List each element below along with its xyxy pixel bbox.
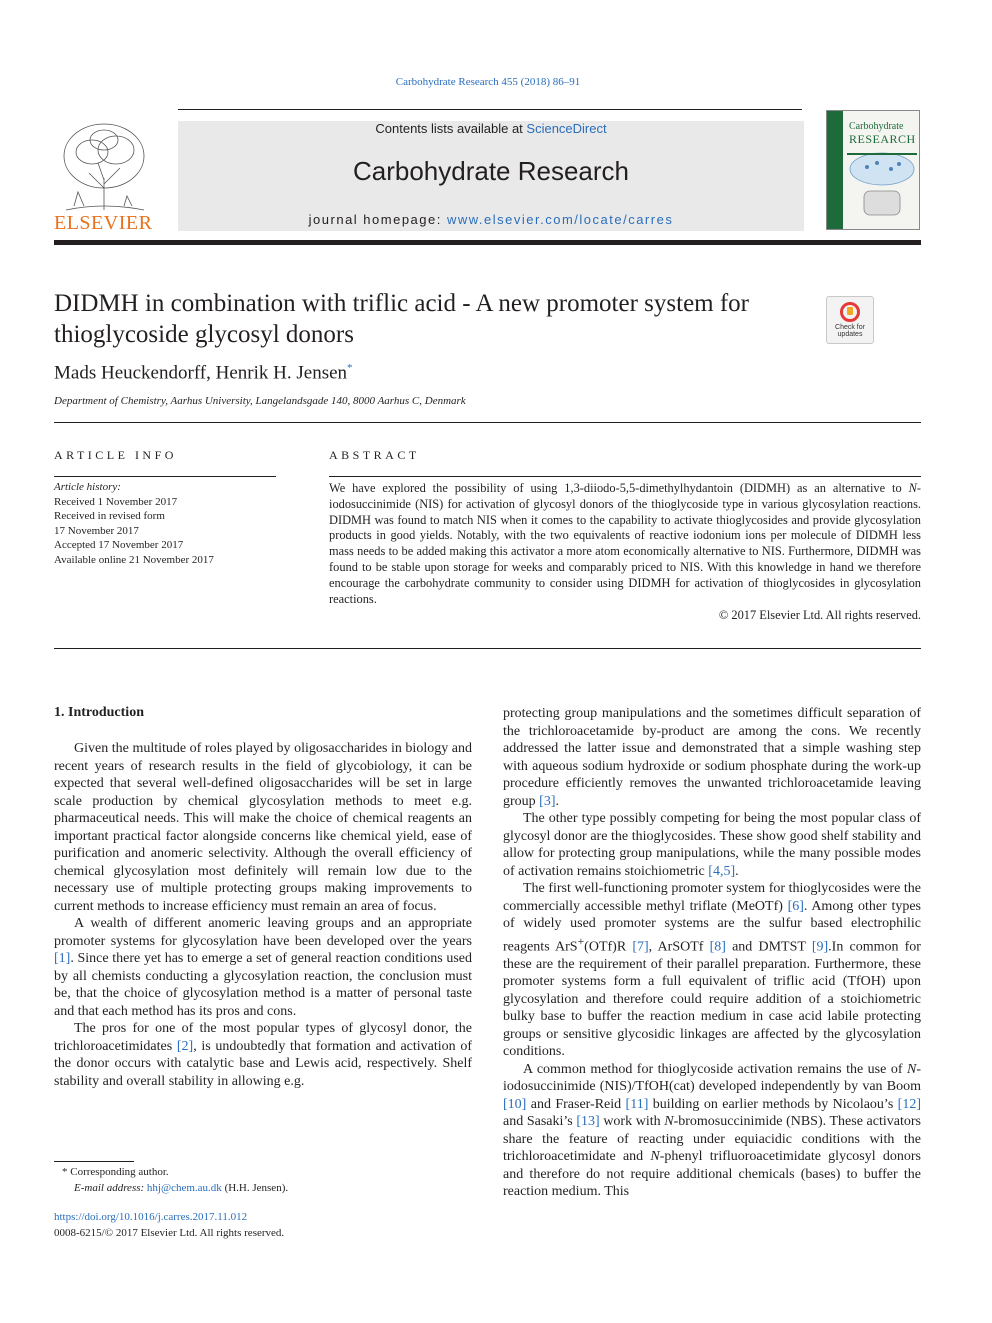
abstract-rule [329, 476, 921, 477]
journal-citation[interactable]: Carbohydrate Research 455 (2018) 86–91 [395, 76, 581, 88]
sciencedirect-link[interactable]: ScienceDirect [526, 121, 607, 136]
reference-link[interactable]: [7] [632, 939, 649, 955]
paragraph: Given the multitude of roles played by oligosaccharides in biology and recent years of research results in the field of glycobiology, it can be expected that several well-defined oligosaccharides will be set in large scale production by chemical glycosylation methods to meet e.g. pharmaceutical needs. This will make the choice of chemical reagents an important practical factor alongside concerns like chemical yield, ease of purification and anomeric selectivity. Although the overall efficiency of chemical glycosylation most definitely will remain low due to the necessary use of multiple protecting groups making improvements to current methods to increase efficiency must remain an area of focus. [54, 741, 472, 914]
history-item: Accepted 17 November 2017 [54, 539, 184, 551]
doi-block [54, 1210, 284, 1241]
article-info-heading: ARTICLE INFO [54, 448, 177, 462]
reference-link[interactable]: [10] [503, 1096, 527, 1112]
body-column-left [54, 740, 472, 1090]
article-history [54, 480, 214, 567]
bookmark-icon [840, 302, 860, 322]
journal-title: Carbohydrate Research [352, 156, 630, 186]
paragraph: The other type possibly competing for being the most popular class of glycosyl donor are the thioglycosides. These show good shelf stability and allow for protecting group manipulations, while the many possible modes of activation remains stoichiometric [4,5]. [503, 811, 921, 879]
reference-link[interactable]: [13] [576, 1114, 600, 1130]
badge-line1: Check for [835, 324, 865, 331]
body-column-right [503, 705, 921, 1201]
affiliation: Department of Chemistry, Aarhus University, Langelandsgade 140, 8000 Aarhus C, Denmark [54, 395, 466, 407]
header-thick-rule [54, 240, 921, 245]
paragraph: A common method for thioglycoside activation remains the use of N-iodosuccinimide (NIS)/TfOH(cat) developed independently by van Boom [10] and Fraser-Reid [11] building on earlier methods by Nicolaou’s [12] and Sasaki’s [13] work with N-bromosuccinimide (NBS). These activators share the feature of reacting under equiacidic conditions with the trichloroacetimidate and N-phenyl trifluoroacetimidate glycosyl donors and therefore do not require additional chemicals (bases) to buffer the reaction medium. This [503, 1061, 921, 1200]
reference-link[interactable]: [6] [787, 898, 804, 914]
divider-bottom [54, 648, 921, 649]
author-list: Mads Heuckendorff, Henrik H. Jensen* [54, 362, 353, 384]
reference-link[interactable]: [11] [625, 1096, 649, 1112]
corresponding-author-mark[interactable]: * [347, 362, 353, 374]
reference-link[interactable]: [3] [539, 793, 556, 809]
contents-line: Contents lists available at ScienceDirect [375, 121, 607, 136]
reference-link[interactable]: [12] [897, 1096, 921, 1112]
cover-title-line1: Carbohydrate [849, 121, 904, 132]
reference-link[interactable]: [4,5] [708, 863, 736, 879]
doi-link[interactable]: https://doi.org/10.1016/j.carres.2017.11.012 [54, 1211, 248, 1223]
homepage-link[interactable]: www.elsevier.com/locate/carres [446, 212, 674, 227]
footnote-rule [54, 1161, 134, 1162]
history-item: Available online 21 November 2017 [54, 553, 214, 566]
paragraph: The pros for one of the most popular types of glycosyl donor, the trichloroacetimidates [2], is undoubtedly that formation and activation of the donor occurs with catalytic base and Lewis acid, respectively. Shelf stability and overall stability in allowing e.g. [54, 1021, 472, 1089]
history-item: Received in revised form [54, 510, 165, 522]
footnote [54, 1165, 288, 1196]
email-link[interactable]: hhj@chem.au.dk [146, 1181, 222, 1194]
reference-link[interactable]: [9] [811, 939, 829, 955]
cover-band [827, 111, 843, 229]
header-rule [178, 109, 802, 110]
journal-cover-thumbnail[interactable] [826, 110, 920, 230]
article-info-rule [54, 476, 276, 477]
history-item: 17 November 2017 [54, 524, 139, 537]
paragraph: A wealth of different anomeric leaving groups and an appropriate promoter systems for glycosylation have been developed over the years [1]. Since there yet has to emerge a set of general reaction conditions used by all chemists conducting a glycosylation reaction, the conclusion must be, that the choice of glycosylation method is a matter of personal taste and that each method has its pros and cons. [54, 916, 472, 1019]
cover-title-line2: RESEARCH [849, 132, 916, 146]
check-for-updates-button[interactable] [826, 296, 874, 344]
article-title: DIDMH in combination with triflic acid - A new promoter system for thioglycoside glycosyl donors [54, 290, 750, 348]
corresponding-author-note: * Corresponding author. [62, 1166, 169, 1178]
paragraph: protecting group manipulations and the sometimes difficult separation of the trichloroacetamide by-product are among the cons. We recently addressed the latter issue and demonstrated that a simple washing step with aqueous sodium hydroxide or sodium phosphate during the work-up procedure efficiently removes the unwanted trichloroacetamide leaving group [3]. [503, 706, 921, 809]
reference-link[interactable]: [8] [709, 939, 726, 955]
email-line: E-mail address: hhj@chem.au.dk (H.H. Jensen). [74, 1181, 289, 1194]
reference-link[interactable]: [1] [54, 951, 71, 966]
history-item: Received 1 November 2017 [54, 495, 178, 508]
paragraph: The first well-functioning promoter system for thioglycosides were the commercially accessible methyl triflate (MeOTf) [6]. Among other types of widely used promoter systems are the sulfur based electrophilic reagents ArS+(OTf)R [7], ArSOTf [8] and DMTST [9].In common for these are the requirement of their parallel preparation. Furthermore, these promoter systems form a full equivalent of triflic acid (TfOH) upon glycosylation and therefore could require addition of a stoichiometric bulky base to buffer the reaction medium in case acid labile protecting groups or sensitive glycosidic linkages are affected by the glycosylation conditions. [503, 881, 921, 1060]
homepage-line: journal homepage: www.elsevier.com/locate/carres [308, 212, 674, 227]
abstract-heading: ABSTRACT [329, 448, 420, 462]
elsevier-wordmark: ELSEVIER [54, 212, 153, 234]
abstract-copyright: © 2017 Elsevier Ltd. All rights reserved. [718, 608, 921, 622]
badge-line2: updates [837, 331, 863, 338]
issn-line: 0008-6215/© 2017 Elsevier Ltd. All rights reserved. [54, 1226, 285, 1239]
reference-link[interactable]: [2] [176, 1038, 194, 1054]
cover-illustration-icon [847, 147, 917, 225]
divider-top [54, 422, 921, 423]
history-label: Article history: [54, 481, 121, 493]
section-heading-introduction: 1. Introduction [54, 705, 144, 720]
abstract-text: We have explored the possibility of using 1,3-diiodo-5,5-dimethylhydantoin (DIDMH) as an alternative to N-iodosuccinimide (NIS) for activation of glycosyl donors of the thioglycoside type in various glycosylation reactions. DIDMH was found to match NIS when it comes to the capability to activate thioglycosides and provide glycosylation products in good yields. Notably, with the two equivalents of reactive iodonium ions per molecule of DIDMH less mass needs to be added making this activator a more atom economically alternative to NIS. Furthermore, DIDMH was found to be stable upon storage for weeks and comparably priced to NIS. With this knowledge in hand we therefore encourage the carbohydrate community to consider using DIDMH for activation of thioglycosides in glycosylation reactions. [329, 481, 921, 606]
